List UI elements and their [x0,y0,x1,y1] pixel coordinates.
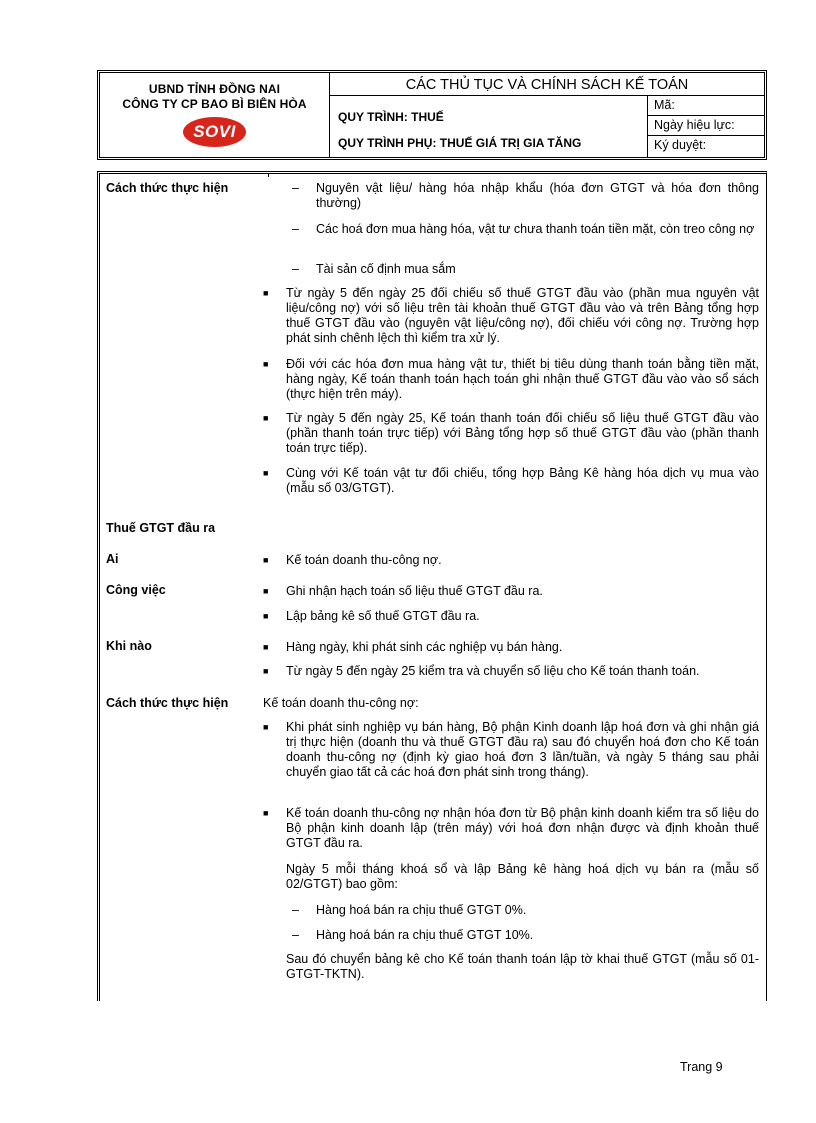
company-block [100,73,330,157]
bullet-icon: ■ [263,808,269,818]
org-line2: CÔNG TY CP BAO BÌ BIÊN HÒA [122,97,307,111]
company-logo: SOVI [183,117,246,147]
bullet-icon: ■ [263,555,269,565]
list-item: Từ ngày 5 đến ngày 25 đối chiếu số thuế GTGT đầu vào (phần mua nguyên vật liệu/công nợ) với số liệu trên tài khoản thuế GTGT đầu vào và trên Bảng tổng hợp thuế GTGT đầu vào (nguyên vật liệu/công nợ), đối chiếu với công nợ. Trường hợp phát sinh chênh lệch thì kiểm tra xử lý. [286,286,759,345]
column-divider [268,174,269,177]
list-item: Lập bảng kê số thuế GTGT đầu ra. [286,609,480,623]
dash-icon: – [292,928,299,942]
list-item: Tài sản cố định mua sắm [316,262,456,276]
document-header [97,70,767,160]
bullet-icon: ■ [263,666,269,676]
dash-icon: – [292,222,299,236]
effective-date-label: Ngày hiệu lực: [648,116,764,136]
list-item: Khi phát sinh nghiệp vụ bán hàng, Bộ phận Kinh doanh lập hoá đơn và ghi nhận giá trị thực hiện (doanh thu và thuế GTGT đầu ra) sau đó chuyển hoá đơn cho Kế toán doanh thu-công nợ (định kỳ giao hoá đơn 3 lần/tuần, và ngày 5 tháng sau phải chuyển giao tất cả các hoá đơn phát sinh trong tháng). [286,720,759,779]
how-final: Sau đó chuyển bảng kê cho Kế toán thanh toán lập tờ khai thuế GTGT (mẫu số 01-GTGT-TKTN). [286,952,759,981]
list-item: Kế toán doanh thu-công nợ nhận hóa đơn từ Bộ phận kinh doanh kiểm tra số liệu do Bộ phận kinh doanh lập (trên máy) với hoá đơn nhận được và định khoản thuế GTGT đầu ra. [286,806,759,850]
list-item: Hàng hoá bán ra chịu thuế GTGT 0%. [316,903,527,917]
list-item: Từ ngày 5 đến ngày 25, Kế toán thanh toán đối chiếu số liệu thuế GTGT đầu vào (phần thanh toán trực tiếp) với Bảng tổng hợp số thuế GTGT đầu vào (phần thanh toán trực tiếp). [286,411,759,455]
dash-icon: – [292,903,299,917]
list-item: Từ ngày 5 đến ngày 25 kiểm tra và chuyển số liệu cho Kế toán thanh toán. [286,664,700,678]
meta-block [648,96,764,157]
bullet-icon: ■ [263,413,269,423]
bullet-icon: ■ [263,468,269,478]
bullet-icon: ■ [263,642,269,652]
list-item: Cùng với Kế toán vật tư đối chiếu, tổng hợp Bảng Kê hàng hóa dịch vụ mua vào (mẫu số 03/GTGT). [286,466,759,495]
section-label-how-output: Cách thức thực hiện [106,696,229,710]
section-heading-output-vat: Thuế GTGT đầu ra [106,521,216,535]
list-item: Nguyên vật liệu/ hàng hóa nhập khẩu (hóa đơn GTGT và hóa đơn thông thường) [316,181,759,210]
bullet-icon: ■ [263,611,269,621]
sub-process-name: QUY TRÌNH PHỤ: THUẾ GIÁ TRỊ GIA TĂNG [338,136,582,150]
dash-icon: – [292,181,299,195]
bullet-icon: ■ [263,359,269,369]
page-number: Trang 9 [680,1060,723,1074]
list-item: Các hoá đơn mua hàng hóa, vật tư chưa thanh toán tiền mặt, còn treo công nợ [316,222,755,236]
how-paragraph: Ngày 5 mỗi tháng khoá sổ và lập Bảng kê hàng hoá dịch vụ bán ra (mẫu số 02/GTGT) bao gồm: [286,862,759,891]
bullet-icon: ■ [263,288,269,298]
doc-title: CÁC THỦ TỤC VÀ CHÍNH SÁCH KẾ TOÁN [330,73,764,96]
list-item: Ghi nhận hạch toán số liệu thuế GTGT đầu ra. [286,584,543,598]
how-intro: Kế toán doanh thu-công nợ: [263,696,419,710]
process-name: QUY TRÌNH: THUẾ [338,110,444,124]
process-block [330,96,648,157]
list-item: Hàng hoá bán ra chịu thuế GTGT 10%. [316,928,534,942]
section-label-work: Công việc [106,583,166,597]
bullet-icon: ■ [263,586,269,596]
approval-label: Ký duyệt: [654,138,707,152]
list-item: Hàng ngày, khi phát sinh các nghiệp vụ bán hàng. [286,640,563,654]
section-label-when: Khi nào [106,639,152,653]
bullet-icon: ■ [263,722,269,732]
dash-icon: – [292,262,299,276]
code-label: Mã: [648,96,764,116]
list-item: Kế toán doanh thu-công nợ. [286,553,442,567]
section-label-who: Ai [106,552,119,566]
list-item: Đối với các hóa đơn mua hàng vật tư, thiết bị tiêu dùng thanh toán bằng tiền mặt, hàng ngày, Kế toán thanh toán hạch toán ghi nhận thuế GTGT đầu vào vào sổ sách (thực hiện trên máy). [286,357,759,401]
org-line1: UBND TỈNH ĐỒNG NAI [148,82,281,96]
section-label-how: Cách thức thực hiện [106,181,229,195]
